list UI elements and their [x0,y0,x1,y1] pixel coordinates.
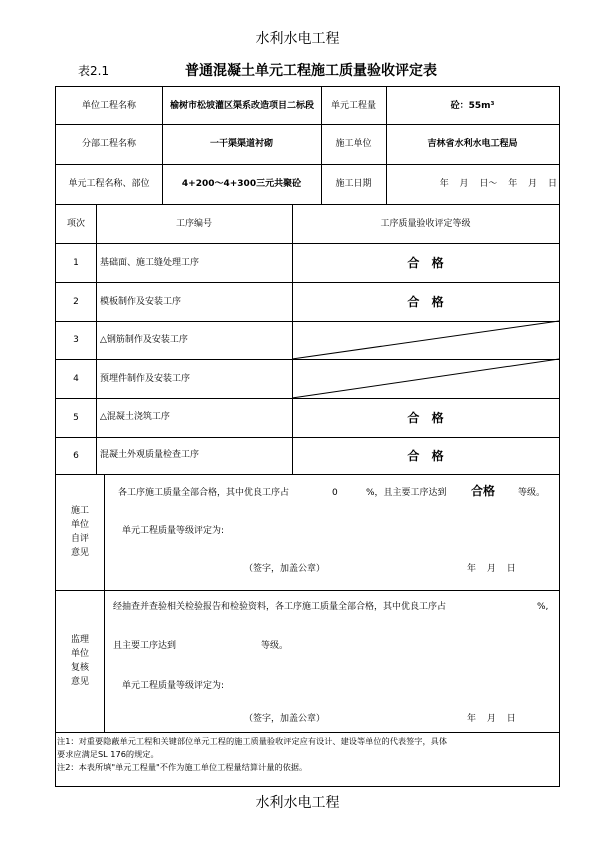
element-label: 单元工程名称、部位 [68,179,150,189]
col-header-item: 项次 [66,218,85,229]
self-eval-label: 施工 单位 自评 意见 [70,506,89,558]
row-divider [56,474,559,475]
table-number: 表2.1 [78,64,110,78]
supervisor-label: 监理 单位 复核 意见 [70,635,89,687]
division-label: 分部工程名称 [81,139,136,149]
date-value: 年 月 日～ 年 月 日 [439,179,557,189]
supervisor-date: 年 月 日 [467,714,516,724]
col-header-grade: 工序质量验收评定等级 [380,218,471,229]
note-2: 注2：本表所填"单元工程量"不作为施工单位工程量结算计量的依据。 [57,762,308,772]
row-grade: 合 格 [407,448,444,463]
row-grade [292,321,559,359]
row-no: 3 [73,335,79,345]
row-grade: 合 格 [407,294,444,309]
self-eval-text-c: 等级。 [518,488,546,498]
date-label: 施工日期 [335,179,372,189]
row-no: 2 [73,296,79,307]
supervisor-grade-line: 单元工程质量等级评定为: [122,681,225,691]
row-no: 1 [73,257,79,268]
page-footer: 水利水电工程 [255,795,340,811]
row-process: △钢筋制作及安装工序 [100,335,188,345]
self-eval-text-b: %，且主要工序达到 [366,488,447,498]
self-eval-text-a: 各工序施工质量全部合格，其中优良工序占 [118,488,290,498]
form-table [55,86,560,787]
row-no: 4 [73,373,79,384]
row-grade: 合 格 [407,410,444,425]
quantity-label: 单元工程量 [330,100,376,111]
page-header: 水利水电工程 [255,31,340,47]
supervisor-text-c: 等级。 [261,641,289,651]
self-eval-grade: 合格 [471,484,496,498]
row-no: 5 [73,412,79,423]
note-1-cont: 要求应满足SL 176的规定。 [57,749,159,759]
row-grade: 合 格 [407,255,444,270]
element-value: 4+200～4+300三元共聚砼 [181,179,302,189]
col-divider [104,474,105,732]
row-no: 6 [73,450,79,461]
quantity-value: 砼：55m³ [450,100,495,111]
col-divider [96,204,97,474]
supervisor-pct: %, [537,602,549,612]
supervisor-text-b: 且主要工序达到 [113,641,177,651]
row-process: 预埋件制作及安装工序 [100,374,191,384]
unit-project-value: 榆树市松坡灌区渠系改造项目二标段 [169,100,314,111]
form-title: 普通混凝土单元工程施工质量验收评定表 [185,63,437,79]
division-value: 一干渠渠道衬砌 [209,139,273,149]
row-divider [56,590,559,591]
supervisor-sign: （签字，加盖公章） [244,714,326,724]
contractor-label: 施工单位 [335,139,372,149]
contractor-value: 吉林省水利水电工程局 [427,139,518,149]
self-eval-pct: 0 [332,488,338,498]
self-eval-sign: （签字，加盖公章） [244,564,326,574]
row-divider [56,732,559,733]
unit-project-label: 单位工程名称 [81,100,136,111]
supervisor-text-a: 经抽查并查验相关检验报告和检验资料，各工序施工质量全部合格，其中优良工序占 [113,602,447,612]
row-process: 混凝土外观质量检查工序 [100,450,200,460]
row-process: 模板制作及安装工序 [100,297,182,307]
col-header-process: 工序编号 [175,218,212,229]
self-eval-grade-line: 单元工程质量等级评定为: [122,526,225,536]
row-grade [292,359,559,398]
self-eval-date: 年 月 日 [467,564,516,574]
row-process: △混凝土浇筑工序 [100,412,170,422]
row-process: 基础面、施工缝处理工序 [100,258,200,268]
note-1: 注1：对重要隐蔽单元工程和关键部位单元工程的施工质量验收评定应有设计、建设等单位的代表签字，具体 [57,736,448,746]
